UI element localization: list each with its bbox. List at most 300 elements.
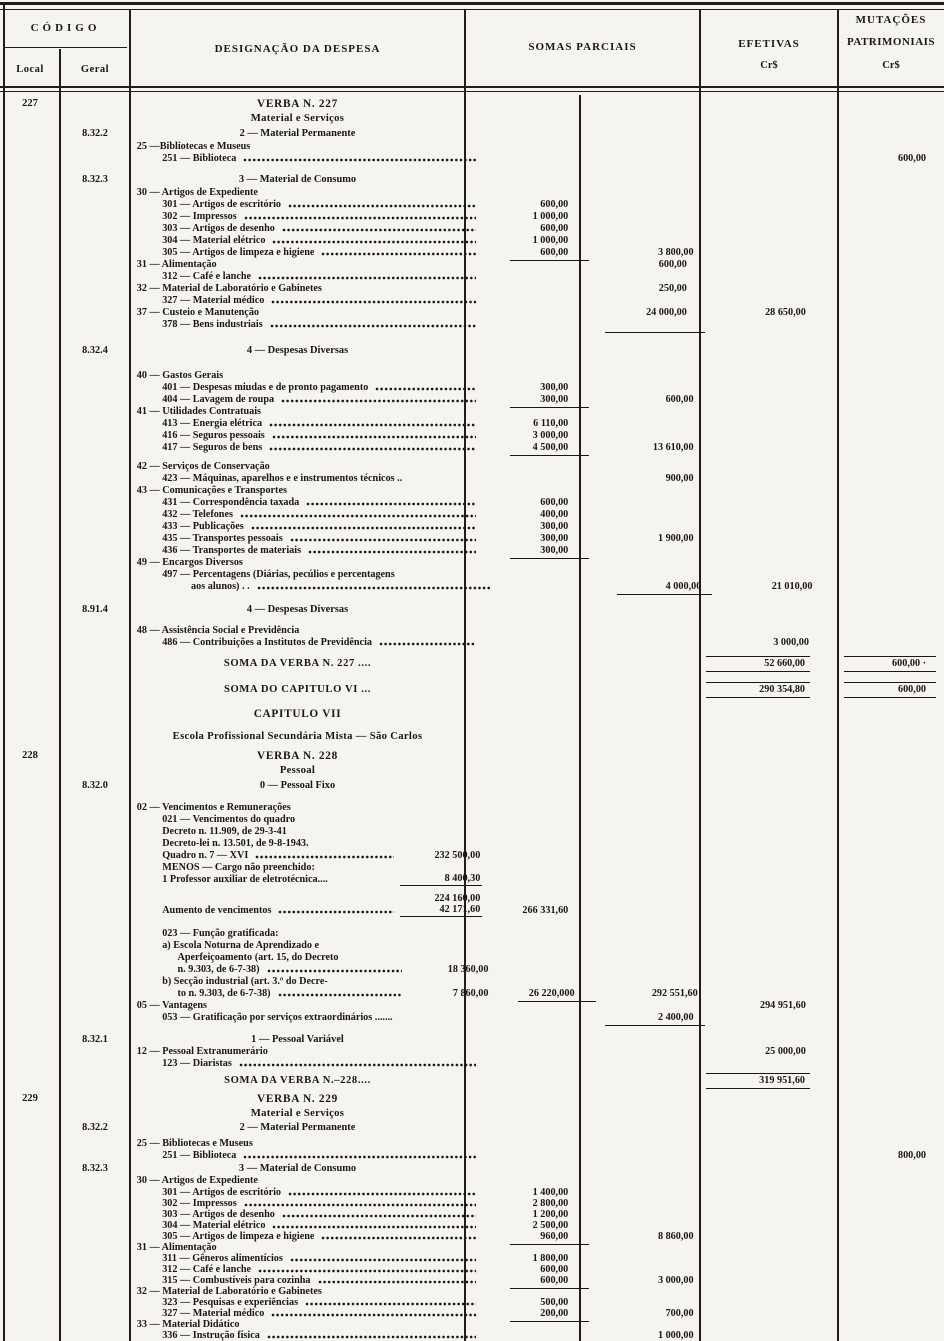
soma-parcial-b-cell <box>593 271 708 283</box>
dot-leaders <box>271 1312 476 1318</box>
soma-parcial-b-cell <box>605 581 716 593</box>
designacao-text: to n. 9.303, de 6-7-38) <box>177 988 271 999</box>
designacao-text: aos alunos) . . <box>191 581 250 592</box>
designacao-cell <box>130 345 465 357</box>
designacao-cell <box>124 319 482 331</box>
designacao-cell <box>129 141 469 153</box>
designacao-cell <box>121 952 490 964</box>
designacao-cell <box>121 964 490 976</box>
soma-parcial-b-cell <box>593 1330 708 1341</box>
efetivas-cell <box>709 838 842 850</box>
table-row <box>0 1330 944 1341</box>
mutacoes-cell <box>842 430 944 442</box>
soma-parcial-b-cell <box>583 259 702 271</box>
efetivas-cell <box>713 952 844 964</box>
efetivas-cell <box>709 976 842 988</box>
designacao-text: MENOS — Cargo não preenchido: <box>162 862 315 873</box>
inner-amount: 8 400,30 <box>400 873 482 886</box>
amount: 1 000,00 <box>657 1330 694 1341</box>
mutacoes-cell <box>839 485 944 497</box>
code-geral-cell: 8.32.1 <box>82 1034 108 1045</box>
table-row <box>0 485 944 497</box>
soma-parcial-a-cell <box>482 814 593 826</box>
designacao-text: 378 — Bens industriais <box>162 319 263 330</box>
efetivas-cell <box>700 1122 838 1134</box>
efetivas-cell <box>709 199 842 211</box>
designacao-text: 304 — Material elétrico <box>162 1220 266 1231</box>
dot-leaders <box>379 641 476 647</box>
soma-parcial-a-cell <box>465 764 580 776</box>
efetivas-cell <box>700 112 838 124</box>
designacao-text: 336 — Instrução física <box>162 1330 260 1341</box>
table-row <box>0 259 944 271</box>
mutacoes-cell <box>842 394 944 406</box>
soma-parcial-b-cell <box>583 141 702 153</box>
efetivas-cell <box>702 406 839 418</box>
designacao-cell <box>129 1138 469 1150</box>
mutacoes-cell <box>844 952 944 964</box>
sum-rule-top <box>706 1073 810 1075</box>
designacao-text: 323 — Pesquisas e experiências <box>162 1297 299 1308</box>
designacao-cell <box>130 750 465 762</box>
soma-parcial-b-cell <box>583 307 702 319</box>
designacao-cell <box>130 1163 465 1175</box>
designacao-cell <box>124 928 482 940</box>
table-row <box>0 952 944 964</box>
amount: 600,00 <box>540 247 569 258</box>
mutacoes-cell <box>842 893 944 905</box>
sum-rule-top <box>844 656 936 658</box>
efetivas-cell <box>702 802 839 814</box>
table-row <box>0 319 944 331</box>
soma-parcial-b-cell <box>593 1058 708 1070</box>
designacao-text: 31 — Alimentação <box>136 1242 217 1253</box>
designacao-text: 49 — Encargos Diversos <box>136 557 243 568</box>
designacao-text: 497 — Percentagens (Diárias, pecúlios e percentagens <box>162 569 395 580</box>
soma-parcial-a-cell <box>465 128 580 140</box>
designacao-cell <box>130 684 465 696</box>
designacao-cell <box>129 259 469 271</box>
designacao-cell <box>130 764 465 776</box>
amount: 3 800,00 <box>657 247 694 258</box>
dot-leaders <box>321 1235 476 1241</box>
soma-parcial-a-cell <box>482 850 593 862</box>
amount: 3 000,00 <box>657 1275 694 1286</box>
dot-leaders <box>240 513 476 519</box>
table-row <box>0 295 944 307</box>
amount: 266 331,60 <box>522 905 569 916</box>
table-row <box>0 750 944 762</box>
designacao-cell <box>129 406 469 418</box>
amount: 600,00 · <box>892 658 926 669</box>
soma-parcial-b-cell <box>600 964 713 976</box>
designacao-text: 12 — Pessoal Extranumerário <box>136 1046 268 1057</box>
designacao-cell <box>124 211 482 223</box>
designacao-text: 404 — Lavagem de roupa <box>162 394 275 405</box>
table-row <box>0 235 944 247</box>
soma-parcial-a-cell <box>482 211 593 223</box>
header-designacao: DESIGNAÇÃO DA DESPESA <box>214 43 381 55</box>
dot-leaders <box>244 215 477 221</box>
soma-parcial-a-cell <box>465 1093 580 1105</box>
table-row <box>0 247 944 259</box>
table-row <box>0 780 944 792</box>
amount: 400,00 <box>540 509 569 520</box>
soma-parcial-a-cell <box>482 928 593 940</box>
soma-parcial-b-cell <box>593 497 708 509</box>
dot-leaders <box>321 251 476 257</box>
soma-parcial-a-cell <box>482 418 593 430</box>
amount: 200,00 <box>540 1308 569 1319</box>
amount: 26 220,000 <box>528 988 575 999</box>
efetivas-cell <box>700 750 838 762</box>
designacao-cell <box>129 370 469 382</box>
sum-rule-top <box>844 682 936 684</box>
designacao-text: 304 — Material elétrico <box>162 235 266 246</box>
mutacoes-cell <box>838 658 944 670</box>
table-row <box>0 1150 944 1162</box>
designacao-text: 023 — Função gratificada: <box>162 928 279 939</box>
soma-parcial-b-cell <box>593 521 708 533</box>
table-row <box>0 1107 944 1119</box>
soma-parcial-b-cell <box>583 1046 702 1058</box>
designacao-cell <box>124 873 482 886</box>
soma-parcial-b-cell <box>583 283 702 295</box>
mutacoes-cell <box>839 283 944 295</box>
table-row <box>0 1075 944 1087</box>
soma-parcial-a-cell <box>469 187 583 199</box>
mutacoes-cell <box>839 370 944 382</box>
table-row <box>0 521 944 533</box>
table-row <box>0 1012 944 1024</box>
efetivas-cell <box>700 780 838 792</box>
soma-parcial-a-cell <box>465 1122 580 1134</box>
designacao-text: SOMA DA VERBA N. 227 .... <box>223 658 372 669</box>
soma-parcial-b-cell <box>580 1107 700 1119</box>
inner-amount: 224 160,00 <box>434 893 481 904</box>
table-row <box>0 283 944 295</box>
soma-parcial-b-cell <box>593 235 708 247</box>
designacao-text: 2 — Material Permanente <box>239 1122 356 1133</box>
designacao-cell <box>130 604 465 616</box>
sum-rule-bottom <box>706 1088 810 1090</box>
designacao-cell <box>129 802 469 814</box>
mutacoes-cell <box>842 319 944 331</box>
mutacoes-cell <box>838 98 944 110</box>
designacao-text: 2 — Material Permanente <box>239 128 356 139</box>
mutacoes-cell <box>842 509 944 521</box>
table-row <box>0 708 944 720</box>
table-row <box>0 940 944 952</box>
designacao-text: 251 — Biblioteca <box>162 1150 237 1161</box>
designacao-cell <box>130 780 465 792</box>
efetivas-cell <box>709 862 842 874</box>
efetivas-cell <box>700 345 838 357</box>
soma-parcial-a-cell <box>482 382 593 394</box>
designacao-cell <box>124 569 482 581</box>
soma-parcial-b-cell <box>583 1000 702 1012</box>
mutacoes-cell <box>842 940 944 952</box>
designacao-text: 327 — Material médico <box>162 295 265 306</box>
soma-parcial-b-cell <box>580 174 700 186</box>
table-row <box>0 153 944 165</box>
code-geral-cell: 8.32.2 <box>82 1122 108 1133</box>
dot-leaders <box>239 1062 476 1068</box>
efetivas-cell <box>709 497 842 509</box>
designacao-cell <box>124 473 482 485</box>
dot-leaders <box>375 386 476 392</box>
table-row <box>0 838 944 850</box>
efetivas-cell <box>709 521 842 533</box>
soma-parcial-a-cell <box>482 319 593 331</box>
dot-leaders <box>271 299 476 305</box>
efetivas-cell <box>709 1058 842 1070</box>
table-row <box>0 826 944 838</box>
soma-parcial-a-cell <box>482 247 593 259</box>
designacao-cell <box>124 1058 482 1070</box>
soma-parcial-b-cell <box>580 98 700 110</box>
soma-parcial-a-cell <box>469 1138 583 1150</box>
designacao-text: 37 — Custeio e Manutenção <box>136 307 260 318</box>
soma-parcial-a-cell <box>482 533 593 545</box>
designacao-cell <box>129 187 469 199</box>
sum-rule-top <box>706 682 810 684</box>
efetivas-cell <box>702 485 839 497</box>
table-row <box>0 1093 944 1105</box>
soma-parcial-a-cell <box>482 637 593 649</box>
soma-parcial-a-cell <box>465 750 580 762</box>
dot-leaders <box>278 909 394 915</box>
amount: 600,00 <box>897 153 926 164</box>
efetivas-cell <box>709 319 842 331</box>
designacao-cell <box>130 1075 465 1087</box>
mutacoes-cell <box>842 418 944 430</box>
designacao-cell <box>124 247 482 259</box>
amount: 600,00 <box>665 394 694 405</box>
designacao-text: 43 — Comunicações e Transportes <box>136 485 287 496</box>
code-geral-cell: 8.91.4 <box>82 604 108 615</box>
designacao-text: 42 — Serviços de Conservação <box>136 461 270 472</box>
soma-parcial-a-cell <box>482 874 593 886</box>
soma-parcial-b-cell <box>580 750 700 762</box>
amount: 290 354,80 <box>759 684 805 695</box>
table-row <box>0 174 944 186</box>
soma-parcial-b-cell <box>600 952 713 964</box>
code-geral-cell: 8.32.3 <box>82 174 108 185</box>
designacao-text: 0 — Pessoal Fixo <box>259 780 336 791</box>
amount: 292 551,60 <box>651 988 698 999</box>
sum-rule-bottom <box>844 697 936 699</box>
designacao-text: 123 — Diaristas <box>162 1058 232 1069</box>
amount: 300,00 <box>540 394 569 405</box>
soma-parcial-b-cell <box>593 893 708 905</box>
mutacoes-cell <box>838 750 944 762</box>
mutacoes-cell <box>838 1107 944 1119</box>
dot-leaders <box>306 501 476 507</box>
soma-parcial-a-cell <box>465 1034 580 1046</box>
efetivas-cell <box>702 259 839 271</box>
soma-parcial-b-cell <box>593 430 708 442</box>
efetivas-cell <box>709 271 842 283</box>
code-local-cell: 228 <box>22 750 38 761</box>
table-row <box>0 497 944 509</box>
amount: 600,00 <box>540 1264 569 1275</box>
designacao-text: 315 — Combustíveis para cozinha <box>162 1275 311 1286</box>
soma-parcial-a-cell <box>482 223 593 235</box>
mutacoes-cell <box>842 247 944 259</box>
sum-rule-bottom <box>605 1025 704 1027</box>
sum-rule-bottom <box>844 671 936 673</box>
designacao-cell <box>124 1012 482 1024</box>
designacao-cell <box>129 307 469 319</box>
designacao-text: a) Escola Noturna de Aprendizado e <box>162 940 320 951</box>
soma-parcial-a-cell <box>482 905 593 917</box>
designacao-text: 4 — Despesas Diversas <box>246 604 349 615</box>
dot-leaders <box>290 1257 476 1263</box>
table-row <box>0 418 944 430</box>
amount: 2 800,00 <box>532 1198 569 1209</box>
mutacoes-cell <box>842 382 944 394</box>
efetivas-cell <box>709 545 842 557</box>
table-row <box>0 850 944 862</box>
amount: 300,00 <box>540 382 569 393</box>
designacao-text: SOMA DA VERBA N.–228.... <box>224 1075 371 1086</box>
mutacoes-cell <box>842 223 944 235</box>
soma-parcial-a-cell <box>482 976 593 988</box>
designacao-text: 25 —Bibliotecas e Museus <box>136 141 251 152</box>
designacao-text: 30 — Artigos de Expediente <box>136 1175 258 1186</box>
designacao-cell <box>124 199 482 211</box>
soma-parcial-a-cell <box>465 1163 580 1175</box>
designacao-cell <box>124 271 482 283</box>
sum-rule-bottom <box>605 332 704 334</box>
designacao-cell <box>124 1330 482 1341</box>
designacao-cell <box>130 730 465 742</box>
soma-parcial-b-cell <box>580 1034 700 1046</box>
table-row <box>0 814 944 826</box>
designacao-text: 41 — Utilidades Contratuais <box>136 406 262 417</box>
efetivas-cell <box>700 658 838 670</box>
mutacoes-cell <box>842 199 944 211</box>
designacao-text: n. 9.303, de 6-7-38) <box>177 964 260 975</box>
amount: 52 660,00 <box>764 658 805 669</box>
soma-parcial-b-cell <box>593 295 708 307</box>
efetivas-cell <box>700 98 838 110</box>
mutacoes-cell <box>842 874 944 886</box>
mutacoes-cell <box>838 764 944 776</box>
table-body <box>0 95 944 1341</box>
soma-parcial-b-cell <box>593 199 708 211</box>
table-row <box>0 581 944 593</box>
mutacoes-cell <box>839 461 944 473</box>
table-row <box>0 430 944 442</box>
designacao-cell <box>124 509 482 521</box>
soma-parcial-b-cell <box>593 319 708 331</box>
dot-leaders <box>281 398 476 404</box>
table-row <box>0 128 944 140</box>
mutacoes-cell <box>842 211 944 223</box>
mutacoes-cell <box>842 826 944 838</box>
dot-leaders <box>258 1268 476 1274</box>
soma-parcial-a-cell <box>482 1150 593 1162</box>
amount: 250,00 <box>658 283 687 294</box>
dot-leaders <box>282 227 476 233</box>
sum-rule-top <box>706 656 810 658</box>
amount: 21 010,00 <box>771 581 813 592</box>
table-row <box>0 345 944 357</box>
table-row <box>0 730 944 742</box>
table-row <box>0 976 944 988</box>
efetivas-cell <box>709 637 842 649</box>
efetivas-cell <box>713 964 844 976</box>
soma-parcial-b-cell <box>593 940 708 952</box>
designacao-cell <box>129 557 469 569</box>
efetivas-cell <box>709 1150 842 1162</box>
soma-parcial-b-cell <box>583 187 702 199</box>
soma-parcial-b-cell <box>583 370 702 382</box>
soma-parcial-b-cell <box>583 461 702 473</box>
amount: 800,00 <box>897 1150 926 1161</box>
soma-parcial-b-cell <box>593 862 708 874</box>
amount: 8 860,00 <box>657 1231 694 1242</box>
efetivas-cell <box>702 370 839 382</box>
efetivas-cell <box>709 940 842 952</box>
efetivas-cell <box>709 814 842 826</box>
table-row <box>0 905 944 917</box>
soma-parcial-a-cell <box>482 940 593 952</box>
table-row <box>0 1175 944 1187</box>
efetivas-cell <box>709 569 842 581</box>
soma-parcial-a-cell <box>482 153 593 165</box>
designacao-text: 33 — Material Didático <box>136 1319 240 1330</box>
efetivas-cell <box>709 1012 842 1024</box>
table-row <box>0 1058 944 1070</box>
efetivas-cell <box>709 928 842 940</box>
mutacoes-cell <box>842 862 944 874</box>
soma-parcial-b-cell <box>593 928 708 940</box>
amount: 900,00 <box>665 473 694 484</box>
soma-parcial-a-cell <box>469 141 583 153</box>
amount: 700,00 <box>665 1308 694 1319</box>
amount: 25 000,00 <box>765 1046 806 1057</box>
mutacoes-cell <box>839 141 944 153</box>
header-efetivas-cr: Cr$ <box>760 60 778 71</box>
designacao-text: 303 — Artigos de desenho <box>162 223 275 234</box>
amount: 300,00 <box>540 521 569 532</box>
amount: 960,00 <box>540 1231 569 1242</box>
dot-leaders <box>288 203 476 209</box>
soma-parcial-a-cell <box>469 259 583 271</box>
table-row <box>0 604 944 616</box>
designacao-text: 053 — Gratificação por serviços extraordinários ....... <box>162 1012 393 1023</box>
mutacoes-cell <box>838 730 944 742</box>
soma-parcial-a-cell <box>482 235 593 247</box>
soma-parcial-b-cell <box>593 569 708 581</box>
mutacoes-cell <box>842 637 944 649</box>
designacao-cell <box>130 1122 465 1134</box>
soma-parcial-a-cell <box>465 112 580 124</box>
table-row <box>0 509 944 521</box>
efetivas-cell <box>702 625 839 637</box>
efetivas-cell <box>702 283 839 295</box>
soma-parcial-b-cell <box>593 814 708 826</box>
mutacoes-cell <box>838 112 944 124</box>
inner-amount: 18 360,00 <box>447 964 489 975</box>
efetivas-cell <box>700 1034 838 1046</box>
soma-parcial-a-cell <box>469 406 583 418</box>
designacao-text: 305 — Artigos de limpeza e higiene <box>162 1231 315 1242</box>
soma-parcial-a-cell <box>482 394 593 406</box>
